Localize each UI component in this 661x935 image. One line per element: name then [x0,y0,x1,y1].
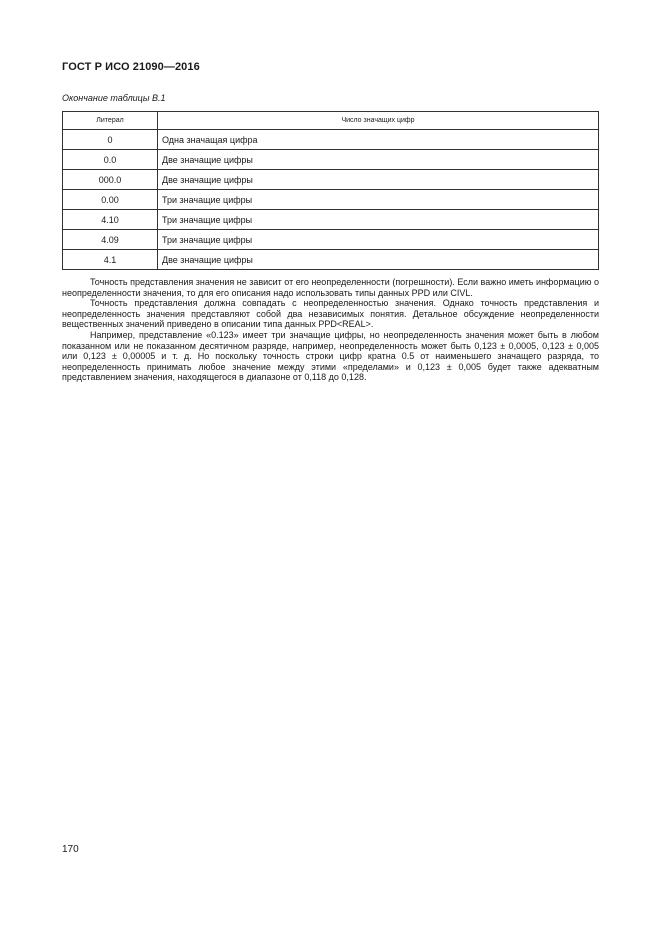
page-number: 170 [62,844,79,855]
literal-cell: 000.0 [63,170,158,190]
digits-cell: Три значащие цифры [158,190,599,210]
table-row [63,230,599,250]
literal-cell: 4.09 [63,230,158,250]
paragraph: Например, представление «0.123» имеет три значащие цифры, но неопределенность значения может быть в любом показанном или не показанном десятичном разряде, например, неопределенность может быть 0,123 ± 0,0005, 0,123 ± 0,005 или 0,123 ± 0,00005 и т. д. Но поскольку точность строки цифр кратна 0.5 от наименьшего значащего разряда, то неопределенность принимать любое значение между этими «пределами» и 0,123 ± 0,005 будет также адекватным представлением значения, находящегося в диапазоне от 0,118 до 0,128. [62,329,599,383]
document-header: ГОСТ Р ИСО 21090—2016 [62,61,200,73]
column-header-literal: Литерал [63,112,158,130]
digits-cell: Три значащие цифры [158,230,599,250]
digits-cell: Две значащие цифры [158,250,599,270]
table-row [63,250,599,270]
literal-cell: 4.1 [63,250,158,270]
body-text [62,277,599,383]
table-row [63,170,599,190]
digits-cell: Две значащие цифры [158,170,599,190]
literal-cell: 0 [63,130,158,150]
table-header-row [63,112,599,130]
paragraph: Точность представления должна совпадать с неопределенностью значения. Однако точность представления и неопределенность значения представляют собой два независимых понятия. Детальное обсуждение неопределенности вещественных значений приведено в описании типа данных PPD<REAL>. [62,298,599,330]
literal-cell: 0.0 [63,150,158,170]
paragraph: Точность представления значения не зависит от его неопределенности (погрешности). Если важно иметь информацию о неопределенности значения, то для его описания надо использовать типы данных PPD или CIVL. [62,277,599,298]
table-row [63,210,599,230]
table-row [63,150,599,170]
literal-cell: 0.00 [63,190,158,210]
column-header-digits: Число значащих цифр [158,112,599,130]
digits-cell: Одна значащая цифра [158,130,599,150]
significant-digits-table [62,111,599,270]
literal-cell: 4.10 [63,210,158,230]
digits-cell: Две значащие цифры [158,150,599,170]
digits-cell: Три значащие цифры [158,210,599,230]
table-row [63,190,599,210]
table-row [63,130,599,150]
table-caption: Окончание таблицы В.1 [62,93,166,103]
